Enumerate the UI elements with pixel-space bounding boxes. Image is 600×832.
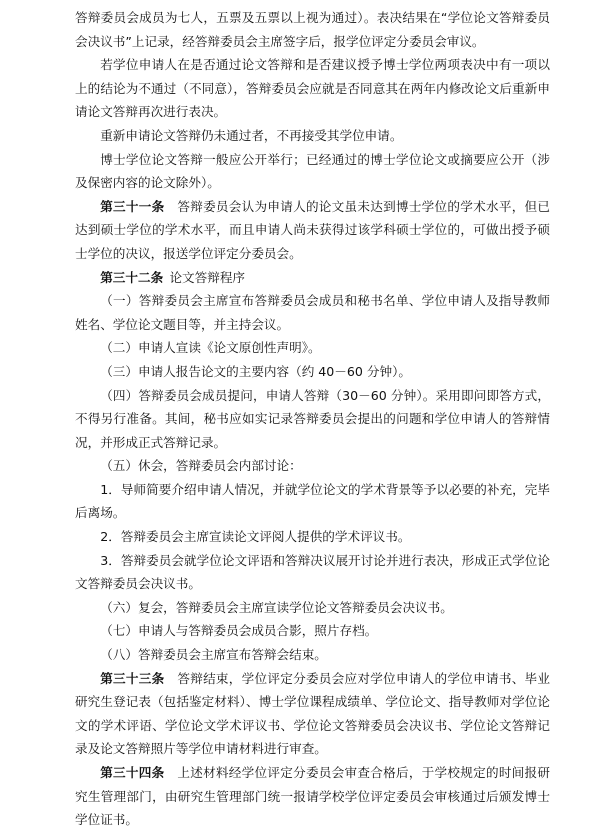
paragraph-text: 答辩结束，学位评定分委员会应对学位申请人的学位申请书、毕业研究生登记表（包括鉴定材料）、博士学位课程成绩单、学位论文、指导教师对学位论文的学术评语、学位论文学术评议书、学位论文答辩委员会决议书、学位论文答辩记录及论文答辩照片等学位申请材料进行审查。 xyxy=(75,670,550,757)
paragraph-text: 论文答辩程序 xyxy=(169,269,246,285)
paragraph-text: （四）答辩委员会成员提问，申请人答辩（30－60 分钟）。采用即问即答方式，不得另行准备。其间，秘书应如实记录答辩委员会提出的问题和学位申请人的答辩情况，并形成正式答辩记录。 xyxy=(75,387,550,450)
article-number: 第三十二条 xyxy=(100,269,164,285)
paragraph-text: （七）申请人与答辩委员会成员合影，照片存档。 xyxy=(100,623,378,639)
procedure-step-8 xyxy=(75,643,550,667)
article-33 xyxy=(75,667,550,761)
paragraph-text: 上述材料经学位评定分委员会审查合格后，于学校规定的时间报研究生管理部门，由研究生管理部门统一报请学校学位评定委员会审核通过后颁发博士学位证书。 xyxy=(75,765,550,828)
paragraph-text: 3．答辩委员会就学位论文评语和答辩决议展开讨论并进行表决，形成正式学位论文答辩委员会决议书。 xyxy=(75,552,550,592)
paragraph-text: 若学位申请人在是否通过论文答辩和是否建议授予博士学位两项表决中有一项以上的结论为不通过（不同意），答辩委员会应就是否同意其在两年内修改论文后重新申请论文答辩再次进行表决。 xyxy=(75,57,550,120)
procedure-step-4 xyxy=(75,384,550,455)
procedure-substep-1 xyxy=(75,478,550,525)
procedure-step-6 xyxy=(75,596,550,620)
procedure-step-7 xyxy=(75,619,550,643)
paragraph-text: （三）申请人报告论文的主要内容（约 40－60 分钟）。 xyxy=(100,363,412,379)
paragraph-text: （五）休会，答辩委员会内部讨论： xyxy=(100,458,302,474)
paragraph-text: （二）申请人宣读《论文原创性声明》。 xyxy=(100,340,321,356)
article-number: 第三十三条 xyxy=(100,670,165,686)
procedure-step-5 xyxy=(75,454,550,478)
paragraph-text: （八）答辩委员会主席宣布答辩会结束。 xyxy=(100,647,327,663)
article-31 xyxy=(75,195,550,266)
paragraph-revote-rule xyxy=(75,53,550,124)
procedure-substep-3 xyxy=(75,549,550,596)
paragraph-text: 2．答辩委员会主席宣读论文评阅人提供的学术评议书。 xyxy=(100,529,411,545)
paragraph-no-reapplication xyxy=(75,124,550,148)
procedure-step-1 xyxy=(75,289,550,336)
paragraph-voting-result xyxy=(75,6,550,53)
paragraph-text: （一）答辩委员会主席宣布答辩委员会成员和秘书名单、学位申请人及指导教师姓名、学位论文题目等，并主持会议。 xyxy=(75,293,550,332)
paragraph-public-defense xyxy=(75,148,550,195)
article-32 xyxy=(75,266,550,290)
procedure-step-3 xyxy=(75,360,550,384)
paragraph-text: 博士学位论文答辩一般应公开举行；已经通过的博士学位论文或摘要应公开（涉及保密内容的论文除外）。 xyxy=(75,151,550,191)
article-number: 第三十四条 xyxy=(100,765,165,780)
article-number: 第三十一条 xyxy=(100,198,165,214)
paragraph-text: 1．导师简要介绍申请人情况，并就学位论文的学术背景等予以必要的补充，完毕后离场。 xyxy=(75,481,550,521)
paragraph-text: 答辩委员会成员为七人，五票及五票以上视为通过）。表决结果在“学位论文答辩委员会决议书”上记录，经答辩委员会主席签字后，报学位评定分委员会审议。 xyxy=(75,10,550,49)
article-34 xyxy=(75,761,550,832)
paragraph-text: 重新申请论文答辩仍未通过者，不再接受其学位申请。 xyxy=(100,127,403,143)
procedure-step-2 xyxy=(75,336,550,360)
paragraph-text: （六）复会，答辩委员会主席宣读学位论文答辩委员会决议书。 xyxy=(100,599,453,615)
procedure-substep-2 xyxy=(75,525,550,549)
paragraph-text: 答辩委员会认为申请人的论文虽未达到博士学位的学术水平，但已达到硕士学位的学术水平，而且申请人尚未获得过该学科硕士学位的，可做出授予硕士学位的决议，报送学位评定分委员会。 xyxy=(75,198,550,261)
